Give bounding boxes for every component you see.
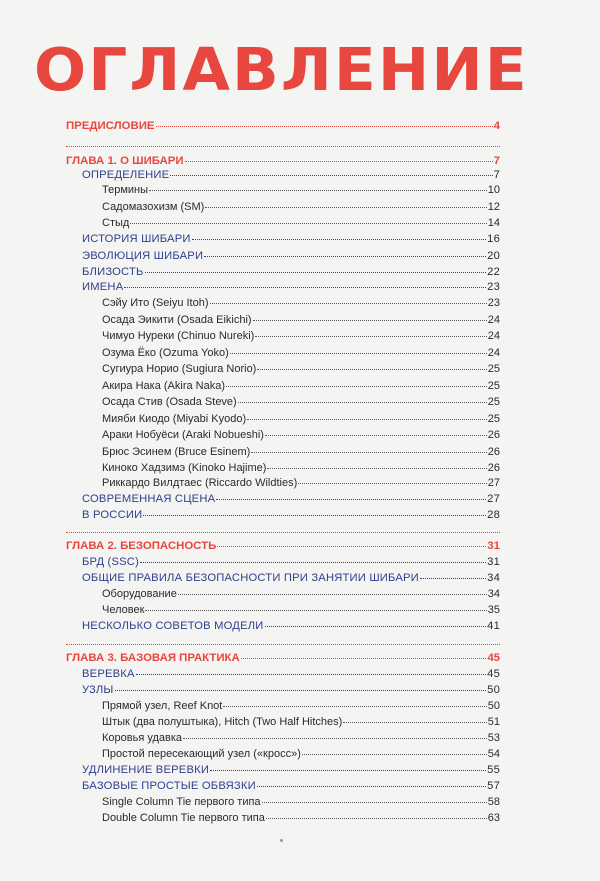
toc-subsection[interactable] xyxy=(102,328,500,344)
dot-leader xyxy=(216,498,486,500)
toc-subsection[interactable] xyxy=(102,794,500,810)
toc-subsection[interactable] xyxy=(102,295,500,311)
toc-entry-page: 34 xyxy=(487,588,500,600)
toc-section[interactable] xyxy=(82,570,500,586)
toc-entry-label: Коровья удавка xyxy=(102,732,183,744)
toc-subsection[interactable] xyxy=(102,378,500,394)
dot-leader xyxy=(265,625,487,627)
toc-section[interactable] xyxy=(82,778,500,794)
toc-entry-page: 24 xyxy=(487,330,500,342)
toc-entry-page: 12 xyxy=(487,201,500,213)
dot-leader xyxy=(192,238,487,240)
toc-entry-page: 34 xyxy=(487,572,500,584)
toc-entry-page: 45 xyxy=(487,652,500,664)
dot-leader xyxy=(115,689,487,691)
toc-entry-page: 27 xyxy=(487,477,500,489)
toc-entry-label: Single Column Tie первого типа xyxy=(102,796,261,808)
dot-leader xyxy=(130,222,486,224)
toc-entry-label: ГЛАВА 1. О ШИБАРИ xyxy=(66,155,184,167)
toc-entry-label: Озума Ёко (Ozuma Yoko) xyxy=(102,347,229,359)
dot-leader xyxy=(145,609,486,611)
toc-subsection[interactable] xyxy=(102,698,500,714)
toc-entry-label: Оборудование xyxy=(102,588,177,600)
dot-leader xyxy=(223,705,486,707)
dot-leader xyxy=(217,545,486,547)
toc-entry-page: 24 xyxy=(487,314,500,326)
toc-entry-page: 28 xyxy=(487,509,500,521)
toc-entry-preface[interactable] xyxy=(66,118,500,134)
toc-entry-label: Человек xyxy=(102,604,145,616)
toc-entry-label: Садомазохизм (SM) xyxy=(102,201,205,213)
dot-leader xyxy=(210,302,487,304)
toc-entry-page: 16 xyxy=(487,233,500,245)
toc-entry-label: Чимуо Нуреки (Chinuo Nureki) xyxy=(102,330,255,342)
toc-entry-label: ОБЩИЕ ПРАВИЛА БЕЗОПАСНОСТИ ПРИ ЗАНЯТИИ ШИБАРИ xyxy=(82,572,419,584)
toc-subsection[interactable] xyxy=(102,460,500,476)
toc-subsection[interactable] xyxy=(102,810,500,826)
toc-section[interactable] xyxy=(82,618,500,634)
chapter-divider xyxy=(66,644,500,645)
dot-leader xyxy=(124,286,486,288)
toc-entry-page: 31 xyxy=(487,556,500,568)
dot-leader xyxy=(255,335,486,337)
dot-leader xyxy=(140,561,486,563)
dot-leader xyxy=(183,737,487,739)
toc-entry-page: 55 xyxy=(487,764,500,776)
toc-subsection[interactable] xyxy=(102,361,500,377)
toc-entry-page: 63 xyxy=(487,812,500,824)
dot-leader xyxy=(257,368,486,370)
toc-entry-label: ПРЕДИСЛОВИЕ xyxy=(66,120,155,132)
dot-leader xyxy=(136,673,486,675)
toc-entry-label: Термины xyxy=(102,184,149,196)
toc-section[interactable] xyxy=(82,264,500,280)
toc-entry-label: БАЗОВЫЕ ПРОСТЫЕ ОБВЯЗКИ xyxy=(82,780,256,792)
dot-leader xyxy=(210,769,486,771)
toc-entry-page: 24 xyxy=(487,347,500,359)
print-speck xyxy=(280,839,283,842)
toc-entry-label: БРД (SSC) xyxy=(82,556,139,568)
toc-entry-label: УЗЛЫ xyxy=(82,684,114,696)
page-title: ОГЛАВЛЕНИЕ xyxy=(34,35,529,104)
toc-subsection[interactable] xyxy=(102,730,500,746)
toc-entry-label: СОВРЕМЕННАЯ СЦЕНА xyxy=(82,493,216,505)
toc-entry-page: 51 xyxy=(487,716,500,728)
toc-section[interactable] xyxy=(82,248,500,264)
toc-entry-label: Прямой узел, Reef Knot xyxy=(102,700,223,712)
toc-entry-page: 58 xyxy=(487,796,500,808)
dot-leader xyxy=(238,401,487,403)
toc-entry-page: 26 xyxy=(487,446,500,458)
toc-entry-page: 4 xyxy=(493,120,500,132)
dot-leader xyxy=(420,577,486,579)
toc-entry-page: 25 xyxy=(487,380,500,392)
toc-chapter-2[interactable] xyxy=(66,538,500,554)
toc-entry-label: Сугиура Норио (Sugiura Norio) xyxy=(102,363,257,375)
toc-entry-label: Сэйу Ито (Seiyu Itoh) xyxy=(102,297,209,309)
toc-entry-label: УДЛИНЕНИЕ ВЕРЕВКИ xyxy=(82,764,210,776)
toc-entry-page: 23 xyxy=(487,281,500,293)
toc-entry-label: Осада Стив (Osada Steve) xyxy=(102,396,237,408)
dot-leader xyxy=(230,352,487,354)
toc-entry-label: Стыд xyxy=(102,217,130,229)
toc-entry-page: 35 xyxy=(487,604,500,616)
dot-leader xyxy=(266,817,487,819)
dot-leader xyxy=(205,206,486,208)
toc-entry-page: 26 xyxy=(487,429,500,441)
dot-leader xyxy=(143,514,486,516)
dot-leader xyxy=(262,801,487,803)
toc-entry-page: 23 xyxy=(487,297,500,309)
toc-entry-label: Double Column Tie первого типа xyxy=(102,812,265,824)
dot-leader xyxy=(185,160,493,162)
toc-section[interactable] xyxy=(82,279,500,295)
toc-entry-page: 53 xyxy=(487,732,500,744)
toc-entry-label: НЕСКОЛЬКО СОВЕТОВ МОДЕЛИ xyxy=(82,620,264,632)
toc-entry-label: Киноко Хадзимэ (Kinoko Hajime) xyxy=(102,462,267,474)
dot-leader xyxy=(247,418,487,420)
toc-entry-label: Риккардо Вилдтаес (Riccardo Wildties) xyxy=(102,477,298,489)
toc-entry-page: 25 xyxy=(487,363,500,375)
toc-entry-page: 54 xyxy=(487,748,500,760)
toc-entry-label: Штык (два полуштыка), Hitch (Two Half Hitches) xyxy=(102,716,343,728)
toc-entry-page: 50 xyxy=(487,684,500,696)
toc-entry-label: Осада Эикити (Osada Eikichi) xyxy=(102,314,252,326)
toc-entry-page: 41 xyxy=(487,620,500,632)
toc-subsection[interactable] xyxy=(102,444,500,460)
toc-entry-label: ЭВОЛЮЦИЯ ШИБАРИ xyxy=(82,250,204,262)
chapter-divider xyxy=(66,146,500,147)
toc-entry-page: 7 xyxy=(493,169,500,181)
toc-entry-label: ИСТОРИЯ ШИБАРИ xyxy=(82,233,191,245)
dot-leader xyxy=(251,451,486,453)
toc-entry-label: Мияби Киодо (Miyabi Kyodo) xyxy=(102,413,247,425)
toc-subsection[interactable] xyxy=(102,182,500,198)
toc-entry-label: Брюс Эсинем (Bruce Esinem) xyxy=(102,446,251,458)
toc-entry-page: 45 xyxy=(487,668,500,680)
toc-section[interactable] xyxy=(82,682,500,698)
toc-entry-page: 57 xyxy=(487,780,500,792)
dot-leader xyxy=(257,785,486,787)
dot-leader xyxy=(253,319,487,321)
toc-subsection[interactable] xyxy=(102,427,500,443)
toc-subsection[interactable] xyxy=(102,345,500,361)
toc-section[interactable] xyxy=(82,231,500,247)
chapter-divider xyxy=(66,532,500,533)
toc-entry-page: 22 xyxy=(487,266,500,278)
dot-leader xyxy=(265,434,487,436)
toc-entry-page: 31 xyxy=(487,540,500,552)
toc-subsection[interactable] xyxy=(102,602,500,618)
toc-entry-label: ВЕРЕВКА xyxy=(82,668,135,680)
toc-entry-label: БЛИЗОСТЬ xyxy=(82,266,144,278)
toc-entry-page: 26 xyxy=(487,462,500,474)
toc-subsection[interactable] xyxy=(102,312,500,328)
dot-leader xyxy=(204,255,486,257)
dot-leader xyxy=(178,593,487,595)
toc-subsection[interactable] xyxy=(102,746,500,762)
toc-entry-page: 20 xyxy=(487,250,500,262)
toc-subsection[interactable] xyxy=(102,394,500,410)
toc-subsection[interactable] xyxy=(102,411,500,427)
toc-entry-page: 14 xyxy=(487,217,500,229)
toc-entry-page: 50 xyxy=(487,700,500,712)
dot-leader xyxy=(156,125,493,127)
toc-entry-label: Акира Нака (Akira Naka) xyxy=(102,380,225,392)
toc-section[interactable] xyxy=(82,762,500,778)
toc-entry-label: Араки Нобуёси (Araki Nobueshi) xyxy=(102,429,264,441)
toc-entry-label: Простой пересекающий узел («кросс») xyxy=(102,748,301,760)
dot-leader xyxy=(145,271,487,273)
toc-entry-label: ИМЕНА xyxy=(82,281,124,293)
toc-section[interactable] xyxy=(82,554,500,570)
toc-entry-page: 25 xyxy=(487,413,500,425)
dot-leader xyxy=(170,174,492,176)
toc-entry-label: ГЛАВА 2. БЕЗОПАСНОСТЬ xyxy=(66,540,217,552)
toc-entry-label: ГЛАВА 3. БАЗОВАЯ ПРАКТИКА xyxy=(66,652,240,664)
toc-entry-page: 27 xyxy=(487,493,500,505)
toc-entry-page: 7 xyxy=(493,155,500,167)
toc-entry-page: 10 xyxy=(487,184,500,196)
toc-section[interactable] xyxy=(82,666,500,682)
toc-subsection[interactable] xyxy=(102,199,500,215)
dot-leader xyxy=(149,189,487,191)
toc-entry-page: 25 xyxy=(487,396,500,408)
dot-leader xyxy=(298,482,487,484)
toc-section[interactable] xyxy=(82,167,500,183)
toc-subsection[interactable] xyxy=(102,714,500,730)
toc-subsection[interactable] xyxy=(102,475,500,491)
dot-leader xyxy=(267,467,486,469)
toc-entry-label: В РОССИИ xyxy=(82,509,143,521)
toc-entry-label: ОПРЕДЕЛЕНИЕ xyxy=(82,169,170,181)
toc-section[interactable] xyxy=(82,507,500,523)
dot-leader xyxy=(226,385,487,387)
dot-leader xyxy=(343,721,486,723)
toc-subsection[interactable] xyxy=(102,586,500,602)
dot-leader xyxy=(302,753,487,755)
dot-leader xyxy=(241,657,487,659)
toc-chapter-3[interactable] xyxy=(66,650,500,666)
toc-subsection[interactable] xyxy=(102,215,500,231)
toc-section[interactable] xyxy=(82,491,500,507)
